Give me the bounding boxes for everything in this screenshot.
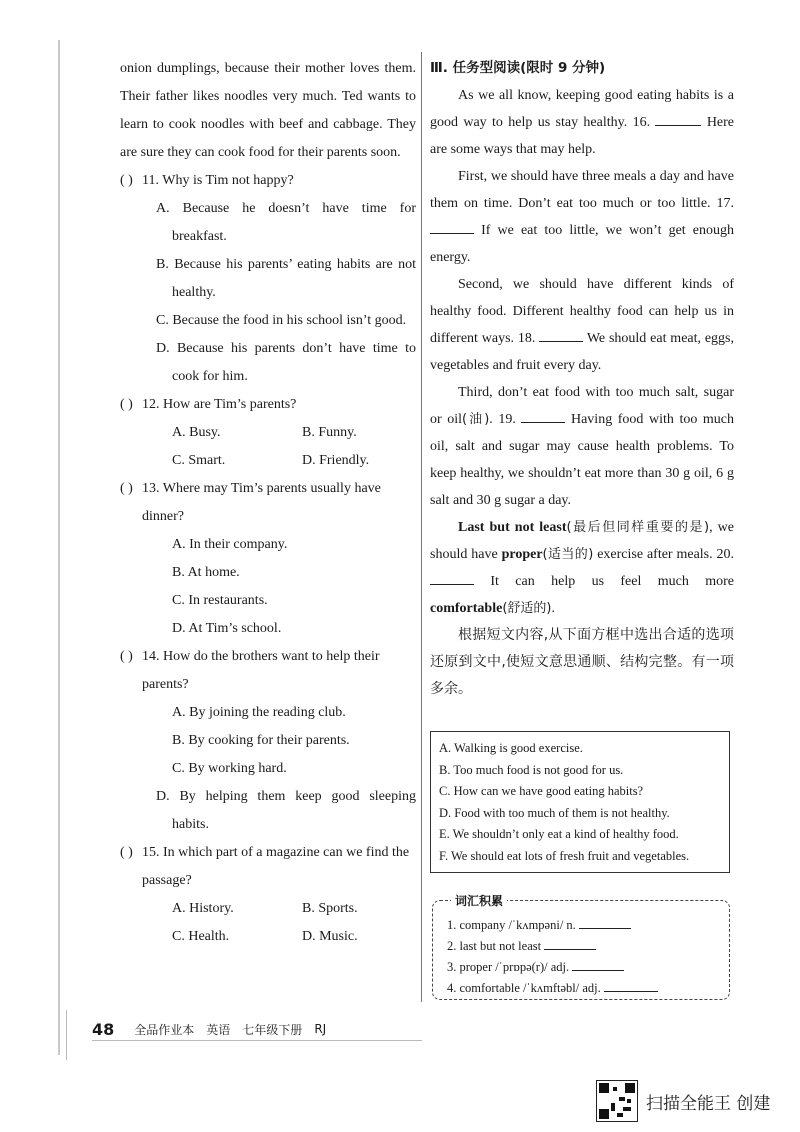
passage-continuation: onion dumplings, because their mother loves them. Their father likes noodles very much. Ted wants to learn to cook noodles with beef and cabbage. They are sure they can cook food for their parents soon.	[120, 61, 416, 160]
vocab-item: 4. comfortable /ˈkʌmftəbl/ adj.	[447, 978, 715, 999]
answer-paren[interactable]: ( )	[120, 845, 133, 860]
option-c: C. Health.	[172, 929, 230, 944]
answer-paren[interactable]: ( )	[120, 481, 133, 496]
option-d: D. Because his parents don’t have time to cook for him.	[156, 341, 416, 384]
choice-f: F. We should eat lots of fresh fruit and vegetables.	[439, 848, 690, 863]
question-14	[120, 643, 416, 839]
question-stem: 11. Why is Tim not happy?	[142, 173, 294, 188]
column-divider	[421, 52, 422, 1002]
page-binding-edge-lower	[66, 1010, 67, 1060]
page-number: 48	[92, 1019, 115, 1039]
option-b: B. By cooking for their parents.	[172, 733, 350, 748]
grade: 七年级下册	[242, 1022, 303, 1037]
option-c: C. Because the food in his school isn’t good.	[156, 313, 407, 328]
option-c: C. Smart.	[172, 453, 226, 468]
vocab-blank[interactable]	[604, 978, 658, 992]
choice-d: D. Food with too much of them is not healthy.	[439, 805, 670, 820]
question-12	[120, 391, 416, 475]
paragraph-5: Last but not least(最后但同样重要的是), we should have proper(适当的) exercise after meals. 20. It can help us feel much more comfortable(舒适的).	[430, 520, 735, 616]
question-15	[120, 839, 416, 951]
question-stem: 15. In which part of a magazine can we find the passage?	[142, 845, 410, 888]
answer-paren[interactable]: ( )	[120, 649, 133, 664]
vocab-item: 1. company /ˈkʌmpəni/ n.	[447, 915, 715, 936]
answer-blank-20[interactable]	[430, 570, 474, 585]
option-d: D. Music.	[302, 929, 358, 944]
answer-paren[interactable]: ( )	[120, 397, 133, 412]
question-13	[120, 475, 416, 643]
page-footer	[92, 1018, 432, 1040]
choice-c: C. How can we have good eating habits?	[439, 784, 644, 798]
footer-rule	[92, 1040, 422, 1041]
book-title: 全品作业本	[134, 1022, 195, 1037]
answer-paren[interactable]: ( )	[120, 173, 133, 188]
qr-code-icon	[596, 1080, 638, 1122]
option-a: A. History.	[172, 901, 234, 916]
watermark-text: 扫描全能王 创建	[646, 1093, 771, 1114]
question-stem: 12. How are Tim’s parents?	[142, 397, 297, 412]
choice-b: B. Too much food is not good for us.	[439, 762, 624, 777]
vocab-item: 2. last but not least	[447, 936, 715, 957]
vocabulary-title: 词汇积累	[451, 891, 507, 912]
option-b: B. Because his parents’ eating habits are not healthy.	[156, 257, 416, 300]
edition: RJ	[314, 1022, 327, 1036]
option-b: B. Sports.	[302, 901, 358, 916]
option-d: D. Friendly.	[302, 453, 370, 468]
option-a: A. Because he doesn’t have time for breakfast.	[156, 201, 416, 244]
paragraph-2: First, we should have three meals a day and have them on time. Don’t eat too much or too little. 17. If we eat too little, we won’t get enough energy.	[430, 169, 734, 265]
option-d: D. By helping them keep good sleeping habits.	[156, 789, 416, 832]
subject: 英语	[206, 1022, 231, 1037]
question-11	[120, 167, 416, 391]
answer-blank-16[interactable]	[655, 111, 701, 126]
instruction-text: 根据短文内容,从下面方框中选出合适的选项还原到文中,使短文意思通顺、结构完整。有一项多余。	[430, 627, 734, 697]
left-column	[120, 55, 416, 951]
option-c: C. By working hard.	[172, 761, 287, 776]
option-c: C. In restaurants.	[172, 593, 268, 608]
page-binding-edge	[58, 40, 60, 1055]
question-stem: 14. How do the brothers want to help their parents?	[142, 649, 380, 692]
vocab-blank[interactable]	[579, 915, 631, 929]
question-stem: 13. Where may Tim’s parents usually have dinner?	[142, 481, 381, 524]
answer-blank-19[interactable]	[521, 408, 565, 423]
option-a: A. Busy.	[172, 425, 221, 440]
choice-e: E. We shouldn’t only eat a kind of healthy food.	[439, 827, 679, 841]
choice-a: A. Walking is good exercise.	[439, 741, 583, 755]
vocab-blank[interactable]	[544, 936, 596, 950]
vocabulary-box	[432, 894, 730, 1000]
option-a: A. By joining the reading club.	[172, 705, 346, 720]
answer-blank-18[interactable]	[539, 327, 583, 342]
right-column	[430, 55, 734, 703]
option-a: A. In their company.	[172, 537, 288, 552]
paragraph-4: Third, don’t eat food with too much salt, sugar or oil(油). 19. Having food with too much oil, salt and sugar may cause health problems. To keep healthy, we shouldn’t eat more than 30 g oil, 6 g salt and 30 g sugar a day.	[430, 385, 734, 508]
vocab-blank[interactable]	[572, 957, 624, 971]
choices-box	[430, 731, 730, 873]
vocab-item: 3. proper /ˈprɒpə(r)/ adj.	[447, 957, 715, 978]
paragraph-3: Second, we should have different kinds of healthy food. Different healthy food can help us in different ways. 18. We should eat meat, eggs, vegetables and fruit every day.	[430, 277, 735, 373]
option-b: B. At home.	[172, 565, 240, 580]
paragraph-1: As we all know, keeping good eating habits is a good way to help us stay healthy. 16. Here are some ways that may help.	[430, 88, 735, 157]
section-title: Ⅲ. 任务型阅读(限时 9 分钟)	[430, 60, 606, 76]
scanner-watermark	[596, 1080, 770, 1122]
option-b: B. Funny.	[302, 425, 357, 440]
answer-blank-17[interactable]	[430, 219, 474, 234]
option-d: D. At Tim’s school.	[172, 621, 282, 636]
